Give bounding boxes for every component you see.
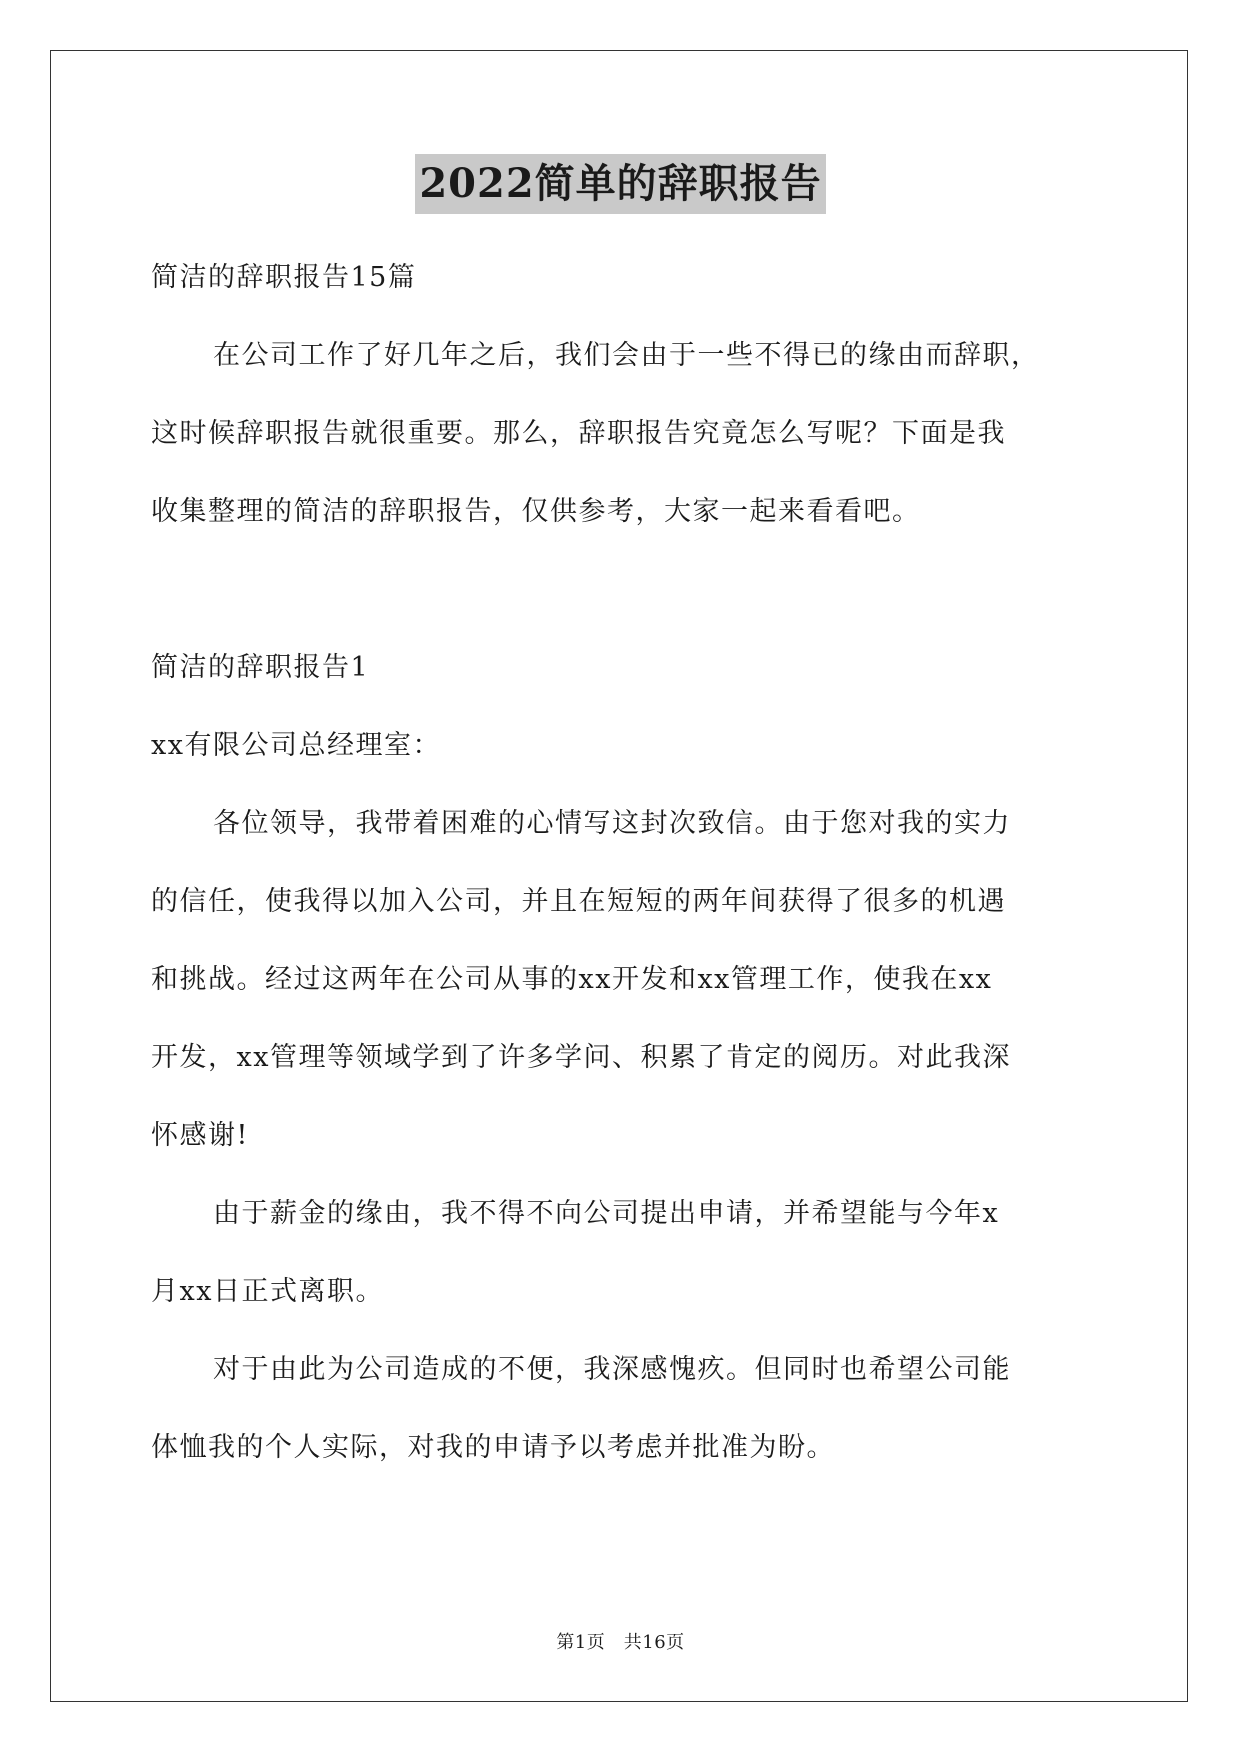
intro-line: 收集整理的简洁的辞职报告，仅供参考，大家一起来看看吧。 xyxy=(151,496,921,527)
intro-line: 在公司工作了好几年之后，我们会由于一些不得已的缘由而辞职， xyxy=(213,340,1040,371)
paragraph-line: 怀感谢! xyxy=(151,1120,249,1151)
document-title: 2022简单的辞职报告 xyxy=(415,154,825,214)
paragraph-line: 和挑战。经过这两年在公司从事的xx开发和xx管理工作，使我在xx xyxy=(151,964,993,995)
paragraph-line: 对于由此为公司造成的不便，我深感愧疚。但同时也希望公司能 xyxy=(213,1354,1011,1385)
paragraph-line: 由于薪金的缘由，我不得不向公司提出申请，并希望能与今年x xyxy=(213,1198,1000,1229)
paragraph-line: 的信任，使我得以加入公司，并且在短短的两年间获得了很多的机遇 xyxy=(151,886,1006,917)
section-heading: 简洁的辞职报告1 xyxy=(151,652,370,683)
intro-line: 这时候辞职报告就很重要。那么，辞职报告究竟怎么写呢？下面是我 xyxy=(151,418,1006,449)
document-body xyxy=(151,258,1091,1506)
page-indicator: 第1页 共16页 xyxy=(556,1632,685,1653)
page-footer xyxy=(0,1628,1241,1654)
subtitle: 简洁的辞职报告15篇 xyxy=(151,262,417,293)
paragraph-line: 月xx日正式离职。 xyxy=(151,1276,384,1307)
paragraph-line: 体恤我的个人实际，对我的申请予以考虑并批准为盼。 xyxy=(151,1432,835,1463)
salutation: xx有限公司总经理室： xyxy=(151,730,441,761)
paragraph-line: 各位领导，我带着困难的心情写这封次致信。由于您对我的实力 xyxy=(213,808,1011,839)
title-container xyxy=(0,154,1241,214)
paragraph-line: 开发，xx管理等领域学到了许多学问、积累了肯定的阅历。对此我深 xyxy=(151,1042,1011,1073)
